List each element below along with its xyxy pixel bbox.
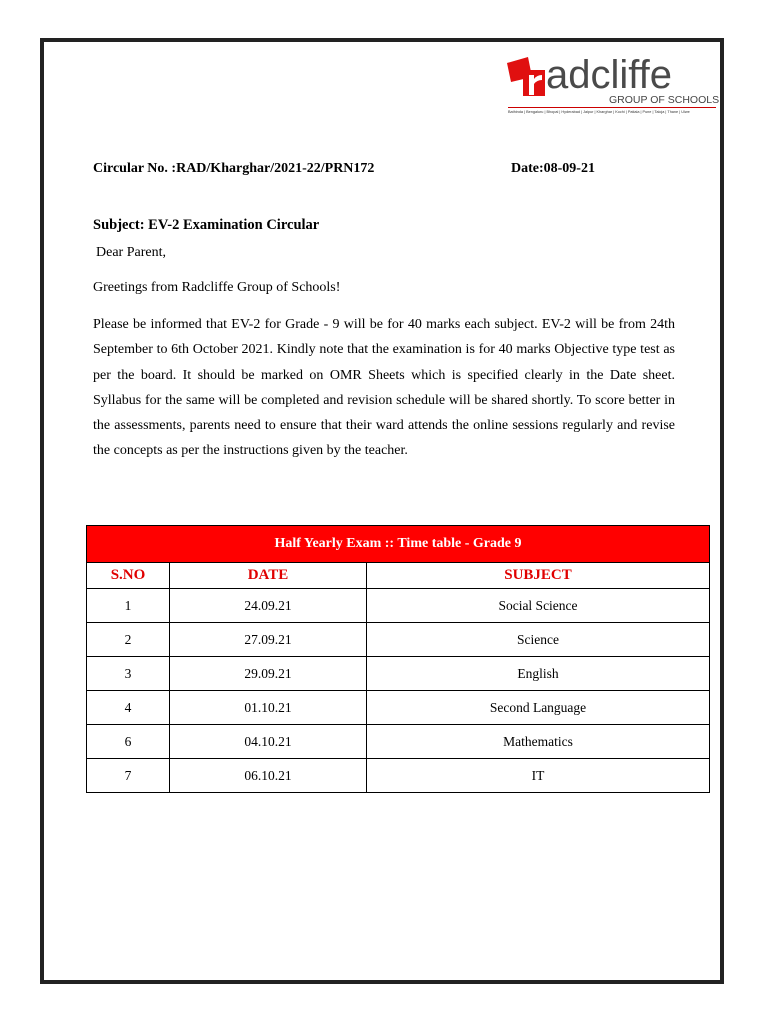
column-header-sno: S.NO <box>87 563 170 589</box>
cell-subject: Mathematics <box>367 725 710 759</box>
exam-timetable <box>86 525 710 793</box>
cell-sno: 2 <box>87 623 170 657</box>
column-header-subject: SUBJECT <box>367 563 710 589</box>
salutation: Dear Parent, <box>96 245 166 260</box>
logo-divider <box>508 107 716 108</box>
cell-subject: Science <box>367 623 710 657</box>
timetable-header-row <box>87 563 710 589</box>
cell-sno: 7 <box>87 759 170 793</box>
logo-cities: Bathinda | Bengaluru | Bhopal | Hyderabad | Jaipur | Kharghar | Kochi | Patiala | Pune | Taloja | Thane | Ulwe <box>508 110 690 114</box>
cell-date: 01.10.21 <box>170 691 367 725</box>
page-frame <box>40 38 724 984</box>
table-row <box>87 623 710 657</box>
logo-subtitle: GROUP OF SCHOOLS <box>609 94 720 106</box>
table-row <box>87 589 710 623</box>
greeting: Greetings from Radcliffe Group of Schools! <box>93 280 341 295</box>
cell-subject: Social Science <box>367 589 710 623</box>
table-row <box>87 759 710 793</box>
cell-sno: 6 <box>87 725 170 759</box>
logo-r-mark-icon <box>506 55 546 107</box>
radcliffe-logo <box>506 53 720 117</box>
cell-sno: 3 <box>87 657 170 691</box>
cell-date: 27.09.21 <box>170 623 367 657</box>
cell-subject: Second Language <box>367 691 710 725</box>
table-row <box>87 657 710 691</box>
cell-date: 24.09.21 <box>170 589 367 623</box>
column-header-date: DATE <box>170 563 367 589</box>
subject-line: Subject: EV-2 Examination Circular <box>93 217 320 233</box>
cell-subject: English <box>367 657 710 691</box>
body-paragraph: Please be informed that EV-2 for Grade - 9 will be for 40 marks each subject. EV-2 will be from 24th September to 6th October 2021. Kindly note that the examination is for 40 marks Objective type test as per the board. It should be marked on OMR Sheets which is specified clearly in the Date sheet. Syllabus for the same will be completed and revision schedule will be shared shortly. To score better in the assessments, parents need to ensure that their ward attends the online sessions regularly and revise the concepts as per the instructions given by the teacher. <box>93 317 675 459</box>
cell-sno: 4 <box>87 691 170 725</box>
cell-date: 29.09.21 <box>170 657 367 691</box>
cell-date: 06.10.21 <box>170 759 367 793</box>
circular-date: Date:08-09-21 <box>511 161 595 176</box>
table-row <box>87 691 710 725</box>
cell-sno: 1 <box>87 589 170 623</box>
table-row <box>87 725 710 759</box>
circular-number: Circular No. :RAD/Kharghar/2021-22/PRN172 <box>93 161 375 176</box>
cell-date: 04.10.21 <box>170 725 367 759</box>
timetable-title: Half Yearly Exam :: Time table - Grade 9 <box>87 526 710 563</box>
logo-wordmark: adcliffe <box>546 53 673 97</box>
cell-subject: IT <box>367 759 710 793</box>
